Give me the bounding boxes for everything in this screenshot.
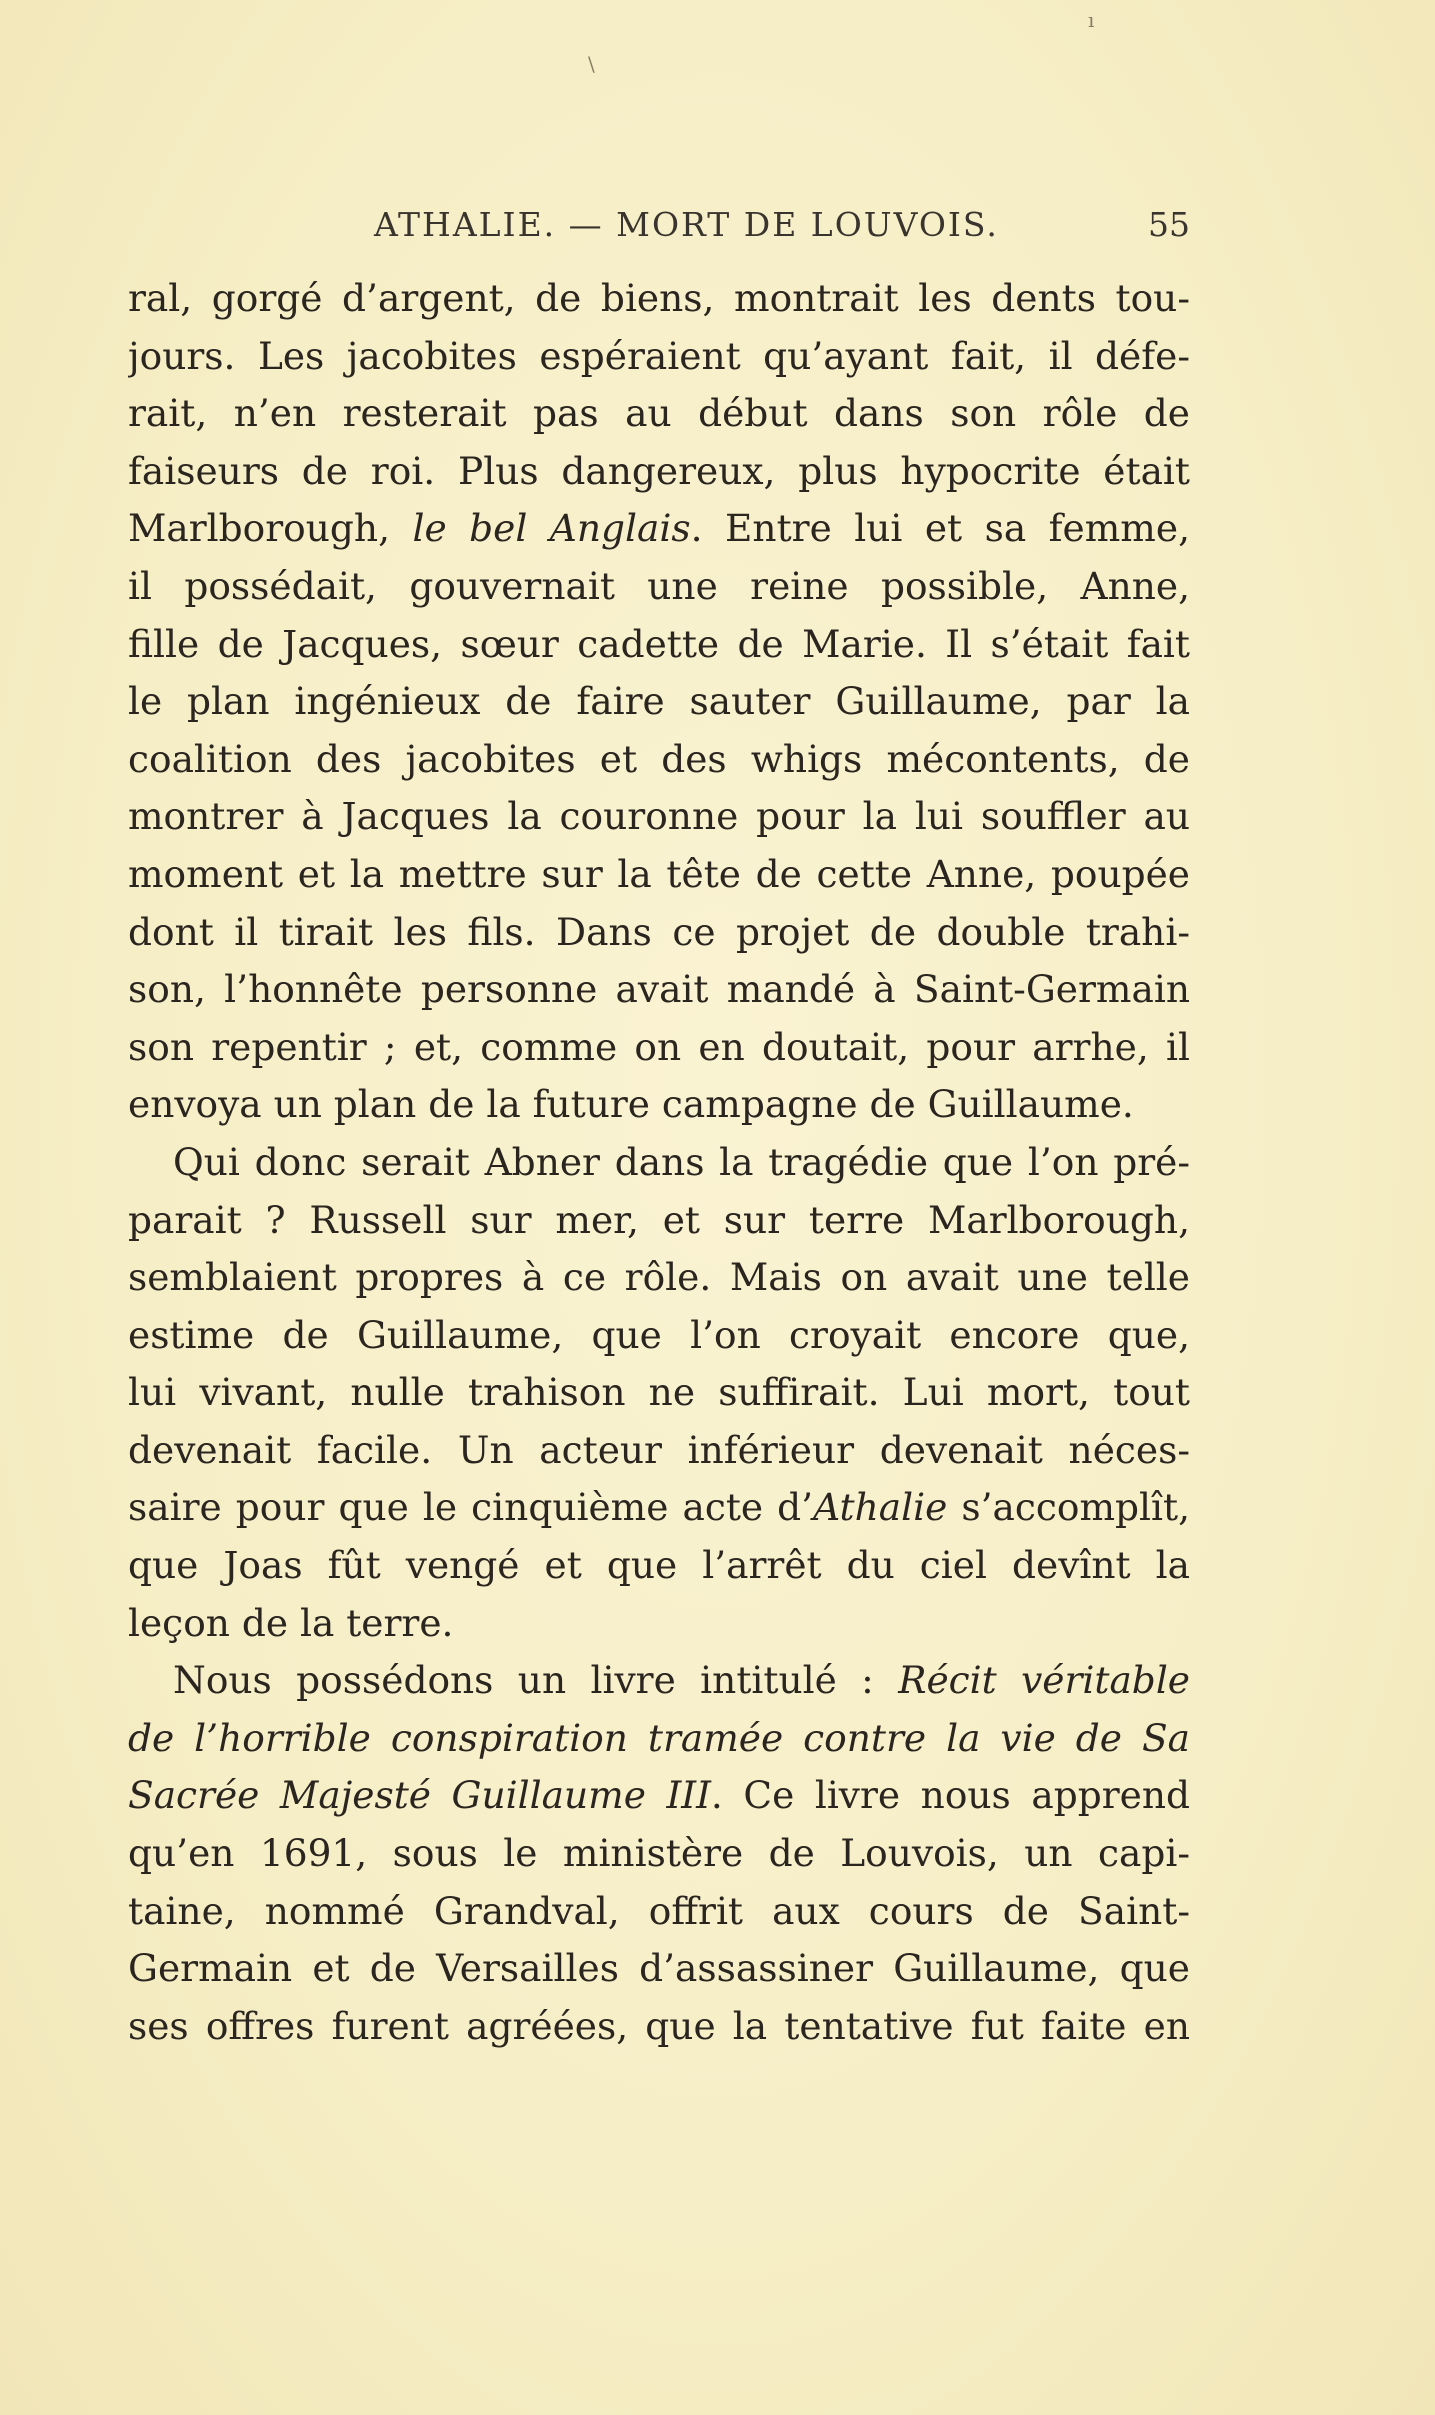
text-line: Marlborough, le bel Anglais. Entre lui et sa femme, (128, 506, 1190, 551)
page-number: 55 (1148, 205, 1190, 244)
text-line: montrer à Jacques la couronne pour la lui souffler au (128, 794, 1190, 839)
text-line: qu’en 1691, sous le ministère de Louvois, un capi- (128, 1831, 1190, 1876)
text-line: son, l’honnête personne avait mandé à Saint-Germain (128, 967, 1190, 1012)
running-head: ATHALIE. — MORT DE LOUVOIS. (374, 205, 999, 244)
text-line: Qui donc serait Abner dans la tragédie que l’on pré- (173, 1139, 1190, 1184)
text-line: Germain et de Versailles d’assassiner Guillaume, que (128, 1946, 1190, 1991)
text-line: semblaient propres à ce rôle. Mais on avait une telle (128, 1255, 1190, 1300)
text-line: faiseurs de roi. Plus dangereux, plus hypocrite était (128, 448, 1190, 493)
paragraph (128, 1652, 1190, 2055)
text-line: ral, gorgé d’argent, de biens, montrait les dents tou- (128, 276, 1190, 320)
text-line: lui vivant, nulle trahison ne suffirait. Lui mort, tout (128, 1370, 1190, 1415)
page-header (128, 205, 1190, 255)
text-line: rait, n’en resterait pas au début dans son rôle de (128, 391, 1190, 436)
text-line: jours. Les jacobites espéraient qu’ayant fait, il défe- (128, 333, 1190, 378)
text-line: dont il tirait les fils. Dans ce projet de double trahi- (128, 909, 1190, 954)
paragraph (128, 270, 1190, 1134)
text-line: moment et la mettre sur la tête de cette Anne, poupée (128, 851, 1190, 896)
body-text (128, 270, 1190, 2055)
text-line: coalition des jacobites et des whigs mécontents, de (128, 736, 1190, 781)
text-line: saire pour que le cinquième acte d’Athalie s’accomplît, (128, 1485, 1190, 1530)
text-line: Sacrée Majesté Guillaume III. Ce livre nous apprend (128, 1773, 1190, 1818)
text-line: fille de Jacques, sœur cadette de Marie. Il s’était fait (128, 621, 1190, 666)
paragraph (128, 1134, 1190, 1652)
text-line: il possédait, gouvernait une reine possible, Anne, (128, 563, 1190, 608)
text-line: envoya un plan de la future campagne de Guillaume. (128, 1082, 1134, 1127)
text-line: parait ? Russell sur mer, et sur terre Marlborough, (128, 1197, 1190, 1242)
text-line: estime de Guillaume, que l’on croyait encore que, (128, 1312, 1190, 1357)
text-line: de l’horrible conspiration tramée contre la vie de Sa (128, 1715, 1190, 1760)
page-mark: \ (588, 52, 595, 76)
text-line: ses offres furent agréées, que la tentative fut faite en (128, 2003, 1190, 2048)
page-mark: ı (1088, 8, 1095, 32)
text-line: devenait facile. Un acteur inférieur devenait néces- (128, 1427, 1190, 1472)
text-line: que Joas fût vengé et que l’arrêt du ciel devînt la (128, 1543, 1190, 1588)
text-line: Nous possédons un livre intitulé : Récit véritable (173, 1658, 1190, 1703)
text-line: taine, nommé Grandval, offrit aux cours de Saint- (128, 1888, 1190, 1933)
text-line: son repentir ; et, comme on en doutait, pour arrhe, il (128, 1024, 1190, 1069)
text-line: leçon de la terre. (128, 1600, 454, 1645)
text-line: le plan ingénieux de faire sauter Guillaume, par la (128, 679, 1190, 724)
